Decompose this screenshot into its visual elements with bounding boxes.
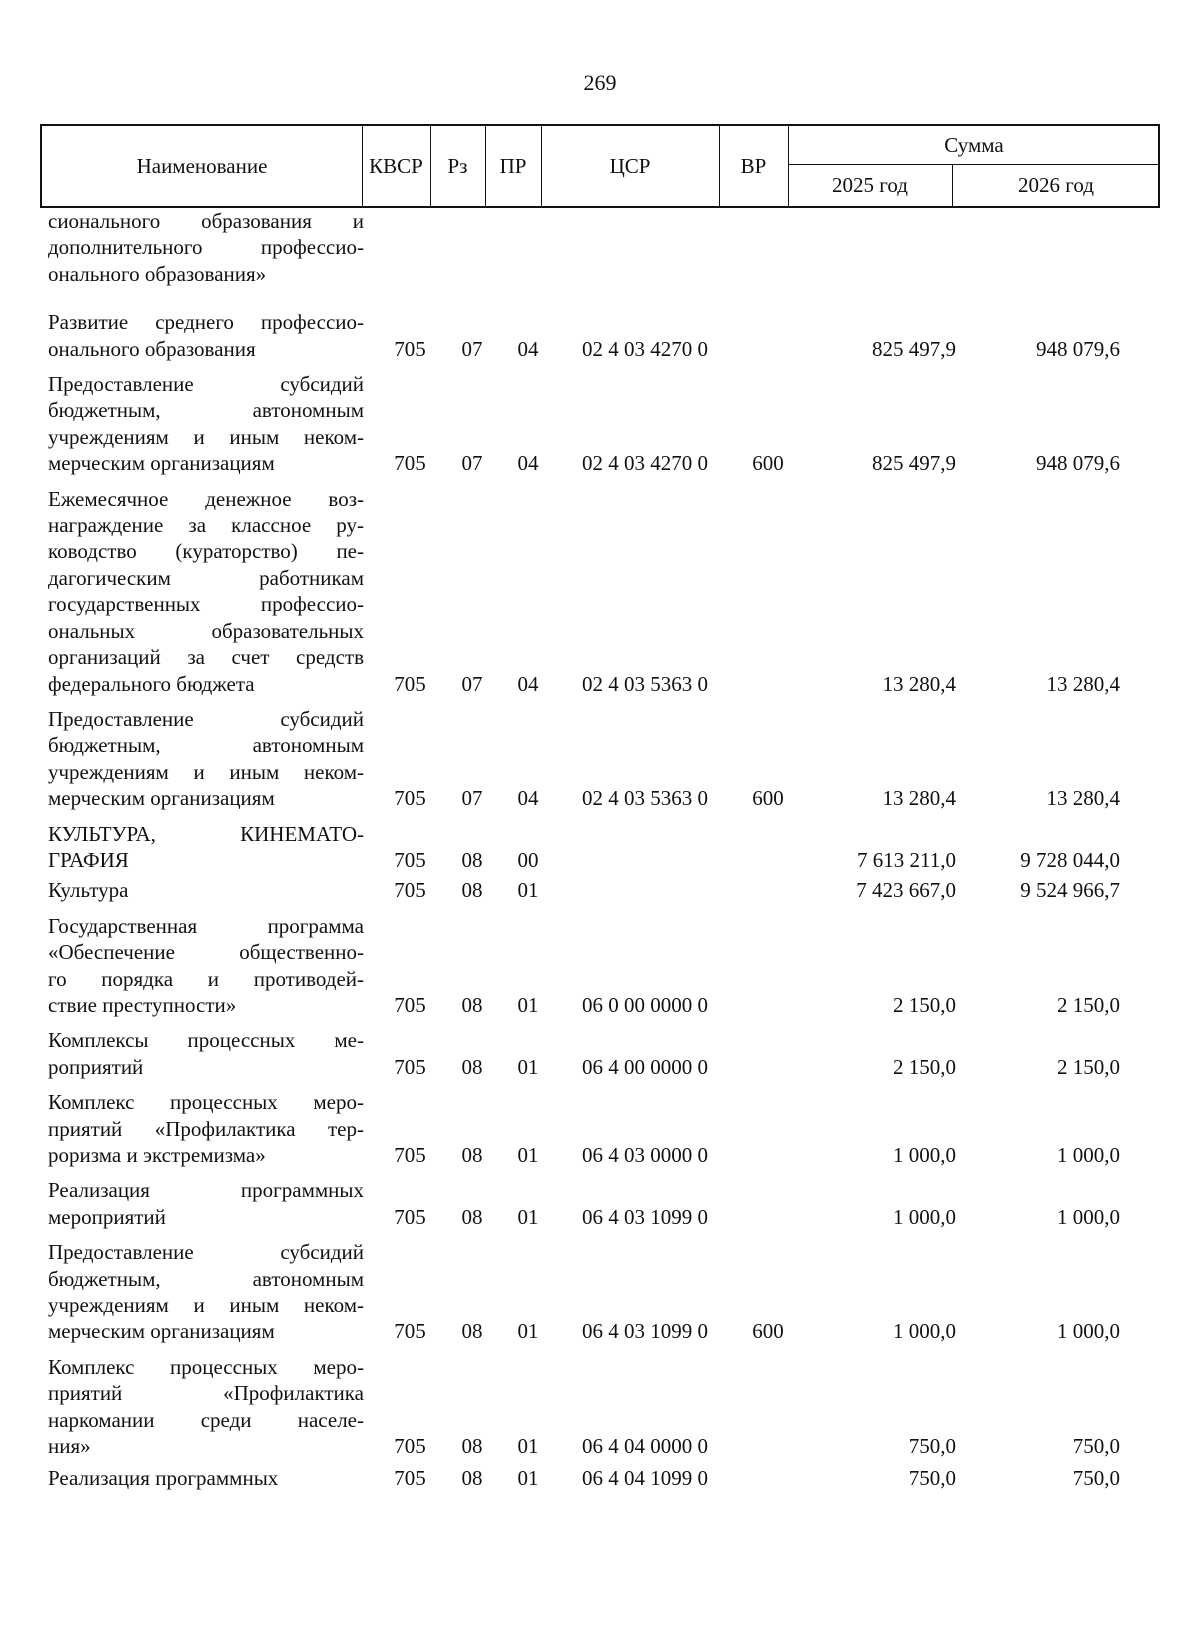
row-rz: 08 xyxy=(461,1054,483,1079)
row-name-line: учреждениям и иным неком- xyxy=(48,424,364,449)
row-name-line: го порядка и противодей- xyxy=(48,966,364,991)
header-csr: ЦСР xyxy=(609,153,651,178)
row-name-line: Предоставление субсидий xyxy=(48,1240,364,1265)
row-name xyxy=(40,371,364,477)
row-pr: 00 xyxy=(517,847,539,872)
row-name-line: мерческим организациям xyxy=(48,451,275,476)
row-kvsr: 705 xyxy=(394,1054,426,1079)
header-year-2025: 2025 год xyxy=(832,172,908,197)
row-sum-2026: 1 000,0 xyxy=(1057,1204,1120,1229)
row-sum-2026: 2 150,0 xyxy=(1057,992,1120,1017)
row-sum-2026: 13 280,4 xyxy=(1046,671,1120,696)
table-body xyxy=(40,208,1160,1492)
row-name-line: бюджетным, автономным xyxy=(48,733,364,758)
table-row xyxy=(40,877,1160,903)
row-kvsr: 705 xyxy=(394,878,426,903)
row-name-line: Комплекс процессных меро- xyxy=(48,1354,364,1379)
row-sum-2026: 948 079,6 xyxy=(1036,336,1120,361)
row-name-line: роприятий xyxy=(48,1054,144,1079)
row-name-line: приятий «Профилактика тер- xyxy=(48,1116,364,1141)
row-vr: 600 xyxy=(752,786,784,811)
row-pr: 01 xyxy=(517,1204,539,1229)
row-sum-2025: 825 497,9 xyxy=(872,336,956,361)
row-pr: 01 xyxy=(517,1143,539,1167)
table-row xyxy=(40,309,1160,362)
header-sum: Сумма xyxy=(944,132,1004,157)
table-row xyxy=(40,371,1160,477)
row-sum-2026: 9 728 044,0 xyxy=(1020,847,1120,872)
row-name-line: Культура xyxy=(48,878,129,903)
row-rz: 07 xyxy=(461,671,483,696)
table-row xyxy=(40,913,1160,1019)
row-name-line: Предоставление субсидий xyxy=(48,372,364,397)
row-sum-2025: 1 000,0 xyxy=(893,1319,956,1344)
row-name-line: наркомании среди населе- xyxy=(48,1407,364,1432)
row-sum-2025: 2 150,0 xyxy=(893,992,956,1017)
row-sum-2025: 7 613 211,0 xyxy=(857,847,956,872)
row-pr: 04 xyxy=(517,671,539,696)
row-name-line: Ежемесячное денежное воз- xyxy=(48,486,364,511)
row-sum-2025: 2 150,0 xyxy=(893,1054,956,1079)
row-sum-2025: 750,0 xyxy=(908,1434,956,1459)
row-name-line: бюджетным, автономным xyxy=(48,398,364,423)
row-kvsr: 705 xyxy=(394,336,426,361)
row-name-line: мероприятий xyxy=(48,1204,166,1229)
row-name-line: мерческим организациям xyxy=(48,786,275,811)
row-name-line: Государственная программа xyxy=(48,913,364,938)
table-row xyxy=(40,1027,1160,1080)
row-csr: 06 4 03 1099 0 xyxy=(582,1319,708,1344)
row-name-line: ния» xyxy=(48,1434,91,1459)
row-name xyxy=(40,1177,364,1230)
row-name-line: Реализация программных xyxy=(48,1178,364,1203)
row-name-line: награждение за классное ру- xyxy=(48,513,364,538)
row-name-line: онального образования xyxy=(48,336,256,361)
row-name xyxy=(40,309,364,362)
row-vr: 600 xyxy=(752,1319,784,1344)
row-pr: 04 xyxy=(517,451,539,476)
row-rz: 07 xyxy=(461,336,483,361)
row-name xyxy=(40,913,364,1019)
row-name-line: ствие преступности» xyxy=(48,992,237,1017)
row-rz: 08 xyxy=(461,1204,483,1229)
table-row xyxy=(40,208,1160,287)
row-name-line: бюджетным, автономным xyxy=(48,1266,364,1291)
row-pr: 01 xyxy=(517,878,539,903)
row-vr: 600 xyxy=(752,451,784,476)
row-csr: 06 4 00 0000 0 xyxy=(582,1054,708,1079)
row-name xyxy=(40,208,364,287)
row-sum-2026: 13 280,4 xyxy=(1046,786,1120,811)
table-row xyxy=(40,1465,1160,1491)
row-sum-2026: 750,0 xyxy=(1072,1466,1120,1491)
row-pr: 04 xyxy=(517,336,539,361)
header-year-2026: 2026 год xyxy=(1018,172,1094,197)
row-name-line: ководство (кураторство) пе- xyxy=(48,539,364,564)
row-sum-2026: 9 524 966,7 xyxy=(1020,878,1120,903)
row-rz: 08 xyxy=(461,1434,483,1459)
row-csr: 02 4 03 5363 0 xyxy=(582,786,708,811)
header-pr: ПР xyxy=(499,153,527,178)
row-sum-2025: 13 280,4 xyxy=(882,671,956,696)
row-csr: 06 0 00 0000 0 xyxy=(582,992,708,1017)
row-sum-2026: 2 150,0 xyxy=(1057,1054,1120,1079)
row-kvsr: 705 xyxy=(394,1143,426,1167)
row-name-line: федерального бюджета xyxy=(48,671,255,696)
row-csr: 02 4 03 5363 0 xyxy=(582,671,708,696)
row-name-line: Предоставление субсидий xyxy=(48,706,364,731)
row-name-line: организаций за счет средств xyxy=(48,645,364,670)
row-rz: 08 xyxy=(461,1143,483,1167)
row-name-line: онального образования» xyxy=(48,261,267,286)
row-name-line: дополнительного профессио- xyxy=(48,235,364,260)
row-sum-2026: 750,0 xyxy=(1072,1434,1120,1459)
row-csr: 06 4 04 1099 0 xyxy=(582,1466,708,1491)
row-pr: 01 xyxy=(517,1434,539,1459)
row-sum-2025: 13 280,4 xyxy=(882,786,956,811)
row-name-line: роризма и экстремизма» xyxy=(48,1143,266,1167)
row-name xyxy=(40,877,364,903)
row-sum-2026: 1 000,0 xyxy=(1057,1319,1120,1344)
row-rz: 07 xyxy=(461,786,483,811)
row-kvsr: 705 xyxy=(394,1204,426,1229)
table-row xyxy=(40,486,1160,697)
row-name-line: «Обеспечение общественно- xyxy=(48,940,364,965)
table-header xyxy=(40,124,1160,208)
row-name-line: Развитие среднего профессио- xyxy=(48,310,364,335)
row-kvsr: 705 xyxy=(394,671,426,696)
row-kvsr: 705 xyxy=(394,451,426,476)
row-name-line: приятий «Профилактика xyxy=(48,1381,364,1406)
row-name-line: мерческим организациям xyxy=(48,1319,275,1344)
row-sum-2026: 948 079,6 xyxy=(1036,451,1120,476)
row-rz: 08 xyxy=(461,992,483,1017)
row-kvsr: 705 xyxy=(394,1319,426,1344)
row-name-line: дагогическим работникам xyxy=(48,565,364,590)
row-name-line: сионального образования и xyxy=(48,209,364,233)
row-name xyxy=(40,1465,364,1491)
row-rz: 08 xyxy=(461,1466,483,1491)
table-row xyxy=(40,706,1160,812)
row-name xyxy=(40,1239,364,1345)
table-row xyxy=(40,1177,1160,1230)
row-name-line: ГРАФИЯ xyxy=(48,847,129,872)
row-csr: 02 4 03 4270 0 xyxy=(582,336,708,361)
table-row xyxy=(40,1239,1160,1345)
row-sum-2025: 1 000,0 xyxy=(893,1143,956,1167)
row-rz: 08 xyxy=(461,847,483,872)
header-name: Наименование xyxy=(136,153,268,178)
header-kvsr: КВСР xyxy=(369,153,423,178)
row-sum-2025: 825 497,9 xyxy=(872,451,956,476)
row-name xyxy=(40,1027,364,1080)
row-pr: 04 xyxy=(517,786,539,811)
row-name-line: Комплекс процессных меро- xyxy=(48,1090,364,1115)
row-name-line: государственных профессио- xyxy=(48,592,364,617)
row-kvsr: 705 xyxy=(394,992,426,1017)
row-kvsr: 705 xyxy=(394,1466,426,1491)
row-kvsr: 705 xyxy=(394,1434,426,1459)
header-vr: ВР xyxy=(740,153,767,178)
row-sum-2025: 750,0 xyxy=(908,1466,956,1491)
row-rz: 08 xyxy=(461,1319,483,1344)
page-number: 269 xyxy=(583,70,617,95)
table-row xyxy=(40,821,1160,874)
row-rz: 07 xyxy=(461,451,483,476)
row-kvsr: 705 xyxy=(394,786,426,811)
row-name-line: КУЛЬТУРА, КИНЕМАТО- xyxy=(48,821,364,846)
row-pr: 01 xyxy=(517,992,539,1017)
row-csr: 06 4 03 1099 0 xyxy=(582,1204,708,1229)
row-name-line: учреждениям и иным неком- xyxy=(48,759,364,784)
row-name-line: учреждениям и иным неком- xyxy=(48,1293,364,1318)
row-name xyxy=(40,1089,364,1168)
row-rz: 08 xyxy=(461,878,483,903)
row-name xyxy=(40,1354,364,1460)
row-pr: 01 xyxy=(517,1466,539,1491)
row-name-line: ональных образовательных xyxy=(48,618,364,643)
row-sum-2026: 1 000,0 xyxy=(1057,1143,1120,1167)
table-row xyxy=(40,1354,1160,1460)
row-pr: 01 xyxy=(517,1319,539,1344)
row-name-line: Комплексы процессных ме- xyxy=(48,1028,364,1053)
row-sum-2025: 1 000,0 xyxy=(893,1204,956,1229)
row-kvsr: 705 xyxy=(394,847,426,872)
row-csr: 02 4 03 4270 0 xyxy=(582,451,708,476)
table-row xyxy=(40,1089,1160,1168)
row-sum-2025: 7 423 667,0 xyxy=(856,878,956,903)
row-name xyxy=(40,821,364,874)
row-csr: 06 4 03 0000 0 xyxy=(582,1143,708,1167)
row-name-line: Реализация программных xyxy=(48,1466,279,1491)
header-rz: Рз xyxy=(447,153,468,178)
row-pr: 01 xyxy=(517,1054,539,1079)
row-name xyxy=(40,706,364,812)
row-name xyxy=(40,486,364,697)
row-csr: 06 4 04 0000 0 xyxy=(582,1434,708,1459)
